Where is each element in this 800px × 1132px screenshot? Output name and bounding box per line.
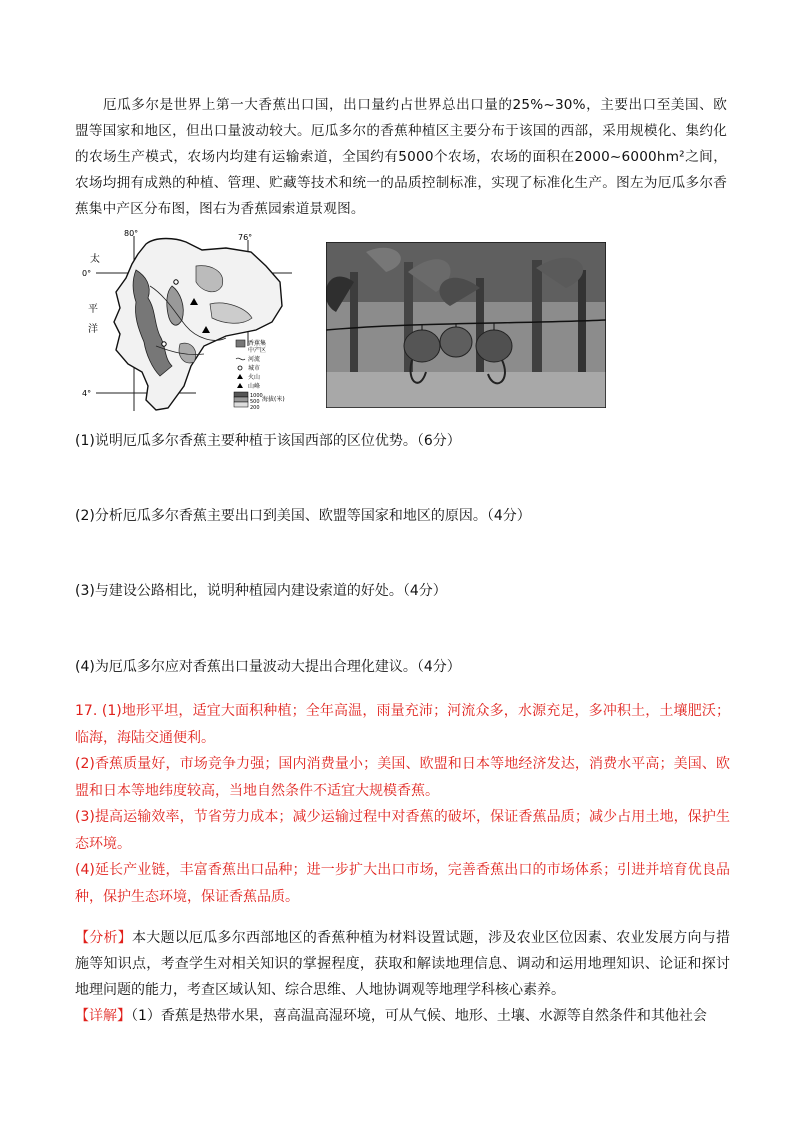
legend-elev-500: 500 [250,399,260,405]
lat-label-4: 4° [82,389,92,398]
ecuador-banana-map [76,226,292,416]
analysis-paragraph [75,925,730,1003]
question-1: (1)说明厄瓜多尔香蕉主要种植于该国西部的区位优势。（6分） [75,433,461,449]
intro-paragraph [75,92,727,222]
legend-elev-unit: 海拔(米) [262,396,285,403]
answer-4: (4)延长产业链，丰富香蕉出口品种；进一步扩大出口市场，完善香蕉出口的市场体系；引进并培育优良品种，保护生态环境，保证香蕉品质。 [75,862,730,905]
city-marker [162,342,166,346]
lat-label-0: 0° [82,269,92,278]
detail-paragraph [75,1003,730,1029]
city-marker [174,280,178,284]
legend-river: 河流 [248,356,261,363]
analysis-block [75,925,730,1029]
legend-city: 城市 [248,365,261,372]
question-4: (4)为厄瓜多尔应对香蕉出口量波动大提出合理化建议。（4分） [75,659,461,675]
question-3: (3)与建设公路相比，说明种植园内建设索道的好处。（4分） [75,583,447,599]
ocean-label-2: 平 [88,304,98,315]
ocean-label-3: 洋 [88,324,98,335]
detail-text: （1）香蕉是热带水果，喜高温高湿环境，可从气候、地形、土壤、水源等自然条件和其他社会 [131,1008,707,1024]
analysis-text: 本大题以厄瓜多尔西部地区的香蕉种植为材料设置试题，涉及农业区位因素、农业发展方向与措施等知识点，考查学生对相关知识的掌握程度，获取和解读地理信息、调动和运用地理知识、论证和探讨地理问题的能力，考查区域认知、综合思维、人地协调观等地理学科核心素养。 [75,930,731,998]
ocean-label-1: 太 [90,254,100,265]
legend-banana-2: 中产区 [248,347,267,354]
figures [76,226,616,416]
question-2: (2)分析厄瓜多尔香蕉主要出口到美国、欧盟等国家和地区的原因。（4分） [75,508,531,524]
detail-tag: 【详解】 [75,1008,131,1024]
legend-elev-200: 200 [250,405,260,411]
cableway-photo [326,242,606,408]
answer-3: (3)提高运输效率，节省劳力成本；减少运输过程中对香蕉的破坏，保证香蕉品质；减少占用土地，保护生态环境。 [75,809,730,852]
answer-2: (2)香蕉质量好，市场竞争力强；国内消费量小；美国、欧盟和日本等地经济发达，消费水平高；美国、欧盟和日本等地纬度较高，当地自然条件不适宜大规模香蕉。 [75,756,730,799]
answer-1: 17. (1)地形平坦，适宜大面积种植；全年高温，雨量充沛；河流众多，水源充足，多冲积土，土壤肥沃；临海，海陆交通便利。 [75,703,730,746]
lon-label-80: 80° [124,229,139,238]
lon-label-76: 76° [238,233,253,242]
legend-volcano: 火山 [248,374,261,381]
legend-elev-1000: 1000 [250,393,263,399]
intro-text: 厄瓜多尔是世界上第一大香蕉出口国，出口量约占世界总出口量的25%~30%，主要出口至美国、欧盟等国家和地区，但出口量波动较大。厄瓜多尔的香蕉种植区主要分布于该国的西部，采用规模化、集约化的农场生产模式，农场内均建有运输索道，全国约有5000个农场，农场的面积在2000~6000hm²之间，农场均拥有成熟的种植、管理、贮藏等技术和统一的品质控制标准，实现了标准化生产。图左为厄瓜多尔香蕉集中产区分布图，图右为香蕉园索道景观图。 [75,97,727,217]
analysis-tag: 【分析】 [75,930,132,946]
legend-banana-1: 香蕉集 [248,340,267,347]
answer-block [75,698,730,910]
legend-peak: 山峰 [248,383,261,390]
